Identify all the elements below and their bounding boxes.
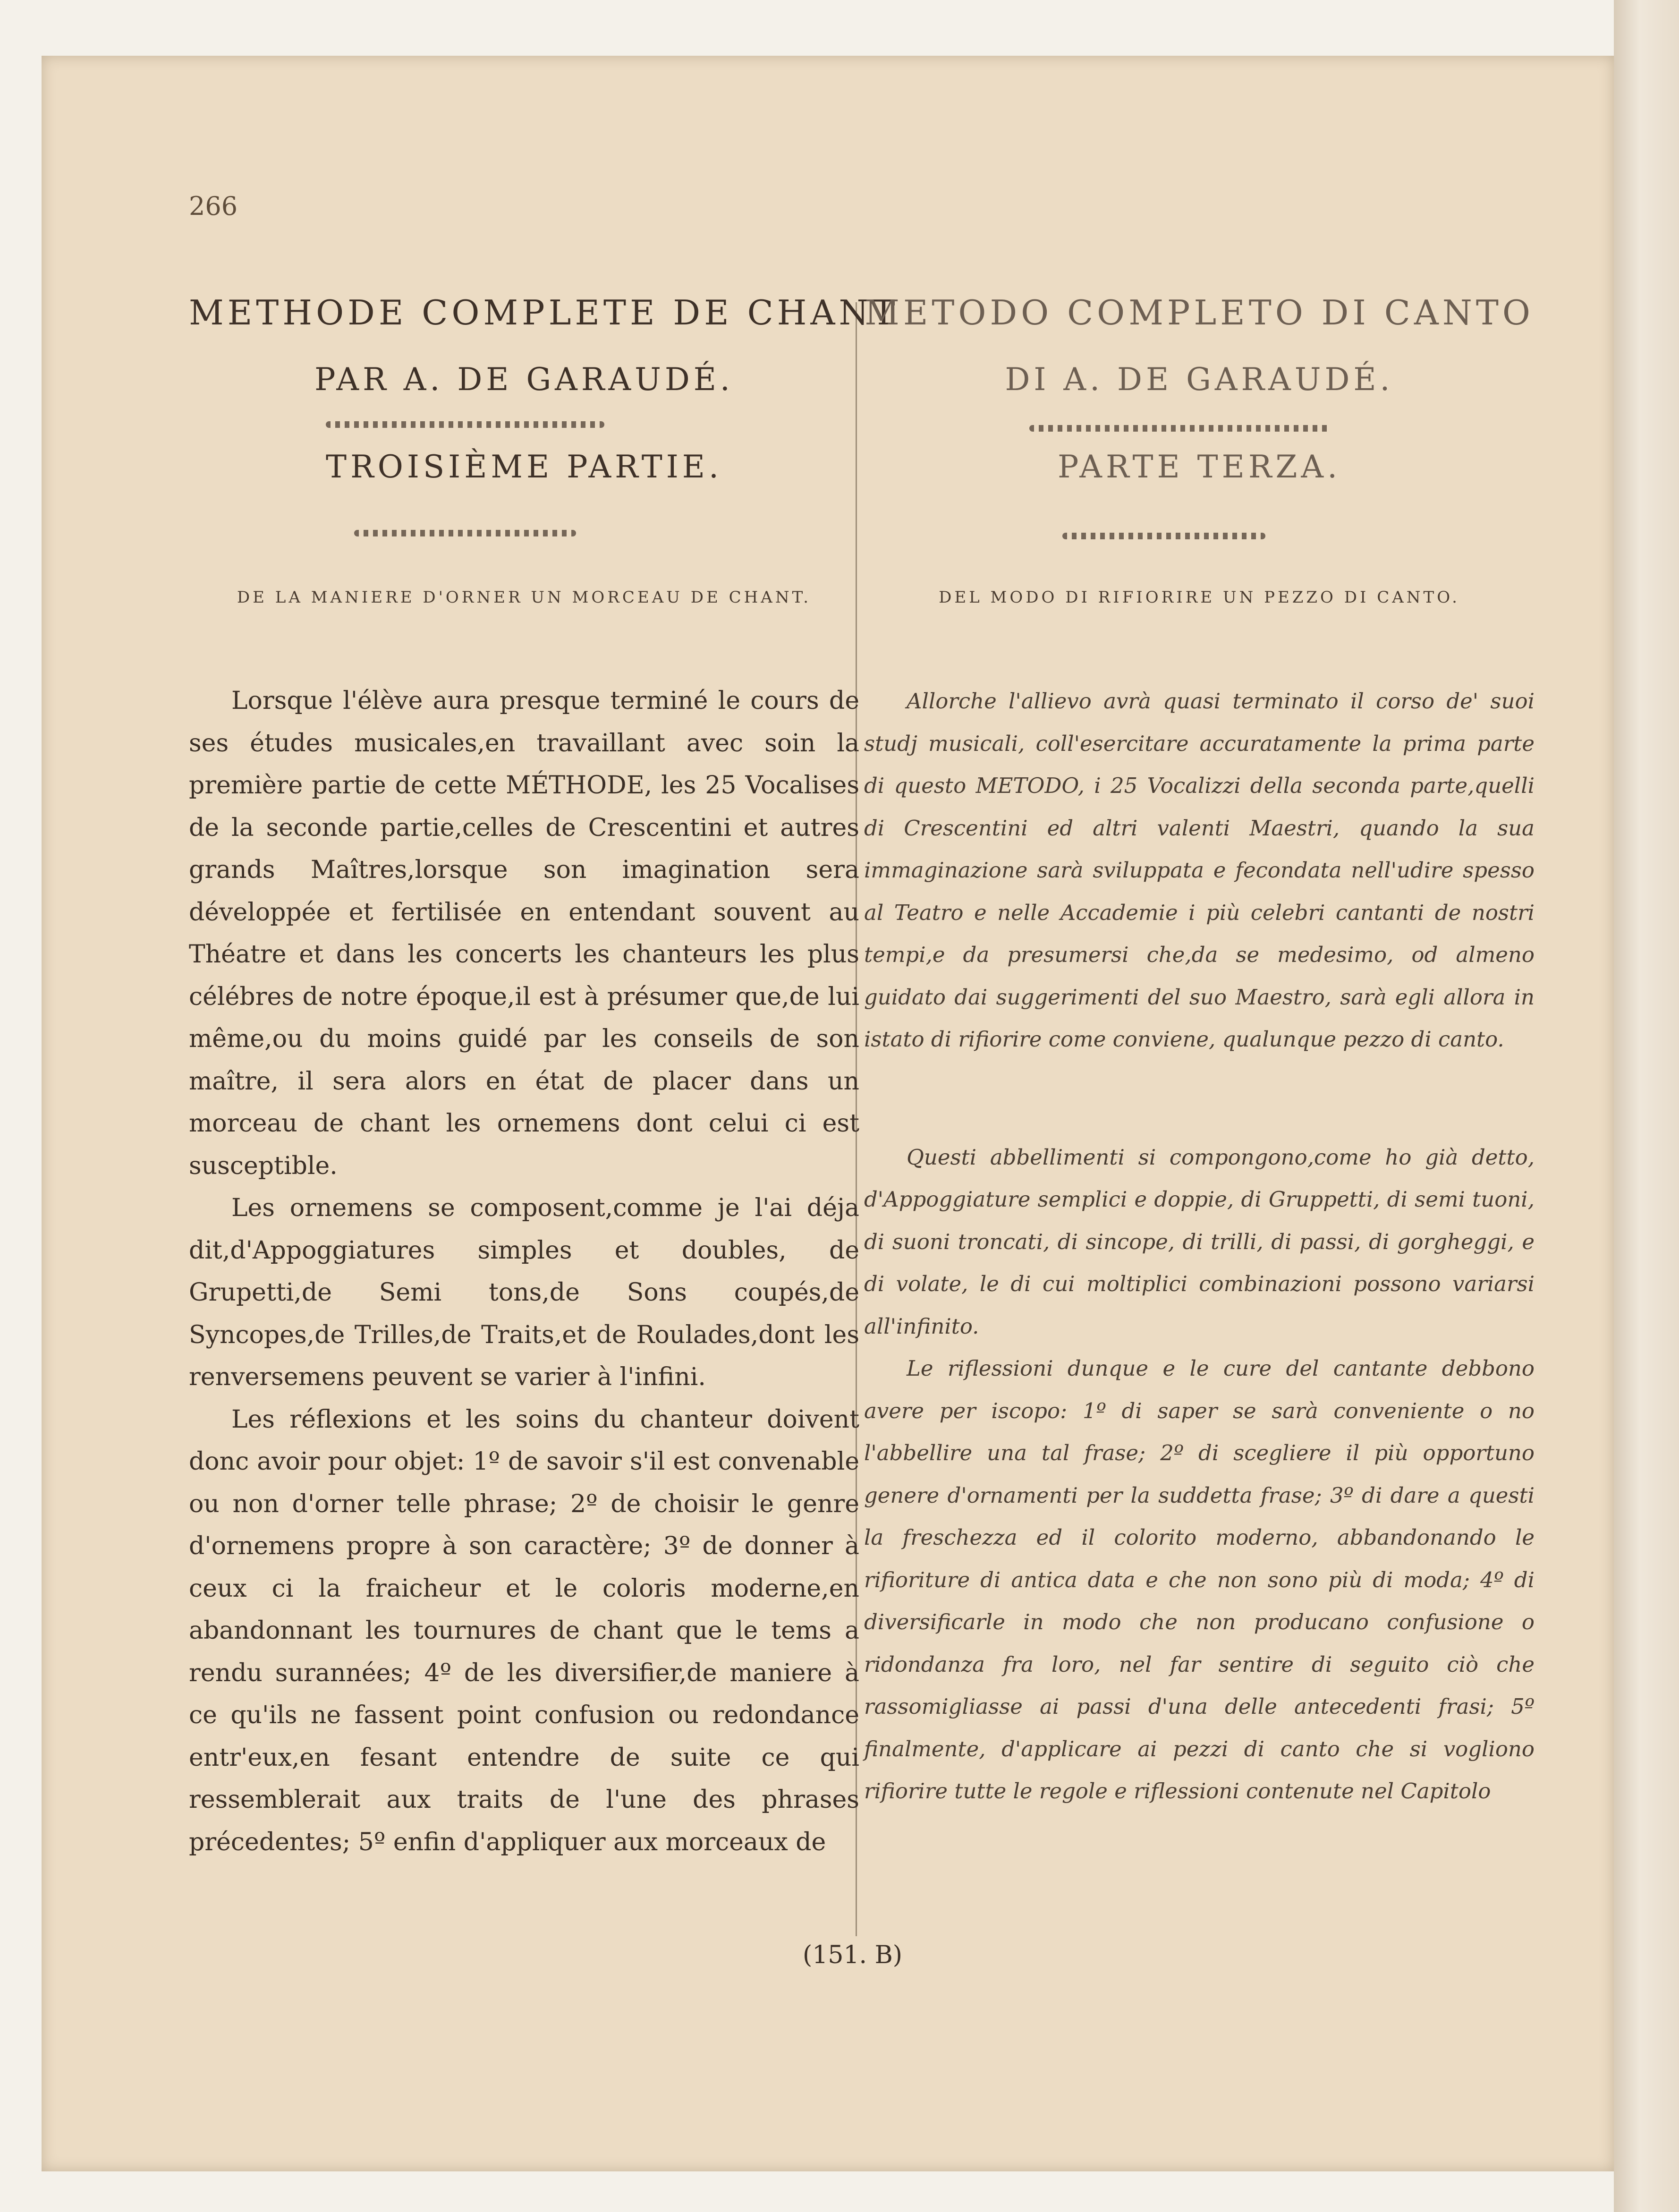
ornamental-rule — [1062, 533, 1265, 539]
french-body — [189, 680, 859, 1863]
italian-title: METODO COMPLETO DI CANTO — [865, 293, 1534, 332]
french-part-title: TROISIÈME PARTIE. — [326, 449, 722, 485]
italian-paragraph: Le riflessioni dunque e le cure del cantante debbono avere per iscopo: 1º di saper se sarà conveniente o no l'abbellire una tal frase; 2º di scegliere il più opportuno genere d'ornamenti per la suddetta frase; 3º di dare a questi la freschezza ed il colorito moderno, abbandonando le rifioriture di antica data e che non sono più di moda; 4º di diversificarle in modo che non producano confusione o ridondanza fra loro, nel far sentire di seguito ciò che rassomigliasse ai passi d'una delle antecedenti frasi; 5º finalmente, d'applicare ai pezzi di canto che si vogliono rifiorire tutte le regole e riflessioni contenute nel Capitolo — [864, 1356, 1535, 1804]
italian-author: DI A. DE GARAUDÉ. — [1005, 361, 1394, 398]
italian-part-title: PARTE TERZA. — [1057, 449, 1341, 485]
ornamental-rule — [1029, 425, 1331, 432]
french-author: PAR A. DE GARAUDÉ. — [314, 361, 734, 398]
adjacent-page-edge — [1614, 0, 1679, 2212]
ornamental-rule — [326, 421, 604, 428]
italian-paragraph: Allorche l'allievo avrà quasi terminato il corso de' suoi studj musicali, coll'esercitare accuratamente la prima parte di questo METODO, i 25 Vocalizzi della seconda parte,quelli di Crescentini ed altri valenti Maestri, quando la sua immaginazione sarà sviluppata e fecondata nell'udire spesso al Teatro e nelle Accademie i più celebri cantanti de nostri tempi,e da presumersi che,da se medesimo, od almeno guidato dai suggerimenti del suo Maestro, sarà egli allora in istato di rifiorire come conviene, qualunque pezzo di canto. — [864, 689, 1535, 1052]
french-title: METHODE COMPLETE DE CHANT — [189, 293, 899, 332]
italian-subheading: DEL MODO DI RIFIORIRE UN PEZZO DI CANTO. — [939, 588, 1460, 607]
italian-body — [864, 680, 1535, 1812]
french-paragraph: Les ornemens se composent,comme je l'ai déja dit,d'Appoggiatures simples et doubles, de Grupetti,de Semi tons,de Sons coupés,de Syncopes,de Trilles,de Traits,et de Roulades,dont les renversemens peuvent se varier à l'infini. — [189, 1194, 859, 1391]
french-paragraph: Lorsque l'élève aura presque terminé le cours de ses études musicales,en travaillant avec soin la première partie de cette MÉTHODE, les 25 Vocalises de la seconde partie,celles de Crescentini et autres grands Maîtres,lorsque son imagination sera développée et fertilisée en entendant souvent au Théatre et dans les concerts les chanteurs les plus célébres de notre époque,il est à présumer que,de lui même,ou du moins guidé par les conseils de son maître, il sera alors en état de placer dans un morceau de chant les ornemens dont celui ci est susceptible. — [189, 687, 859, 1180]
page-number: 266 — [189, 191, 238, 221]
book-page — [42, 56, 1614, 2171]
french-paragraph: Les réflexions et les soins du chanteur doivent donc avoir pour objet: 1º de savoir s'il est convenable ou non d'orner telle phrase; 2º de choisir le genre d'ornemens propre à son caractère; 3º de donner à ceux ci la fraicheur et le coloris moderne,en abandonnant les tournures de chant que le tems a rendu surannées; 4º de les diversifier,de maniere à ce qu'ils ne fassent point confusion ou redondance entr'eux,en fesant entendre de suite ce qui ressemblerait aux traits de l'une des phrases précedentes; 5º enfin d'appliquer aux morceaux de — [189, 1405, 859, 1856]
printer-signature: (151. B) — [803, 1941, 903, 1969]
french-subheading: DE LA MANIERE D'ORNER UN MORCEAU DE CHANT. — [237, 588, 812, 607]
italian-paragraph: Questi abbellimenti si compongono,come ho già detto, d'Appoggiature semplici e doppie, di Gruppetti, di semi tuoni, di suoni troncati, di sincope, di trilli, di passi, di gorgheggi, e di volate, le di cui moltiplici combinazioni possono variarsi all'infinito. — [864, 1144, 1535, 1339]
ornamental-rule — [354, 530, 576, 536]
